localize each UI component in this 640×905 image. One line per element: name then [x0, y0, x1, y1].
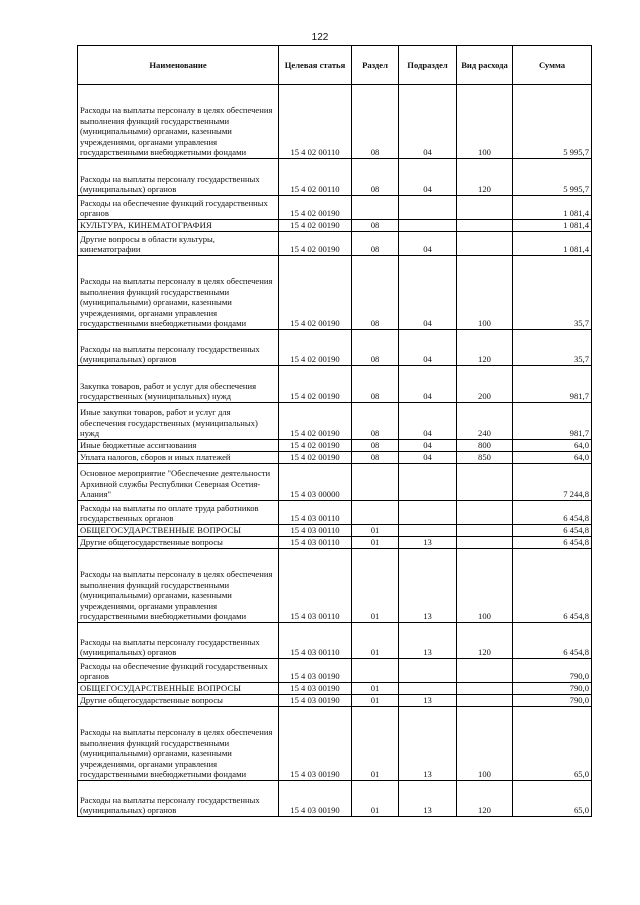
cell-target-article: 15 4 02 00190 [279, 330, 352, 366]
cell-sum: 790,0 [513, 659, 592, 683]
cell-target-article: 15 4 03 00110 [279, 501, 352, 525]
cell-target-article: 15 4 02 00190 [279, 452, 352, 464]
cell-sum: 6 454,8 [513, 525, 592, 537]
cell-expense-type [457, 695, 513, 707]
cell-sum: 6 454,8 [513, 537, 592, 549]
cell-expense-type: 100 [457, 549, 513, 623]
cell-sum: 6 454,8 [513, 623, 592, 659]
cell-target-article: 15 4 02 00190 [279, 220, 352, 232]
table-row [78, 85, 592, 159]
cell-subsection: 04 [399, 159, 457, 196]
cell-name: Расходы на обеспечение функций государственных органов [78, 659, 279, 683]
cell-sum: 64,0 [513, 452, 592, 464]
cell-expense-type [457, 464, 513, 501]
table-row [78, 781, 592, 817]
cell-name: Расходы на выплаты персоналу государственных (муниципальных) органов [78, 330, 279, 366]
cell-expense-type: 200 [457, 366, 513, 403]
cell-target-article: 15 4 03 00190 [279, 659, 352, 683]
cell-target-article: 15 4 02 00190 [279, 232, 352, 256]
cell-section: 08 [352, 85, 399, 159]
cell-name: Расходы на выплаты персоналу в целях обеспечения выполнения функций государственными (муниципальными) органами, казенными учреждениями, органами управления государственными внебюджетными фондами [78, 549, 279, 623]
cell-section: 08 [352, 403, 399, 440]
cell-section [352, 501, 399, 525]
cell-subsection: 04 [399, 85, 457, 159]
cell-section: 08 [352, 159, 399, 196]
cell-subsection [399, 220, 457, 232]
cell-sum: 5 995,7 [513, 159, 592, 196]
cell-subsection: 04 [399, 232, 457, 256]
cell-section: 01 [352, 525, 399, 537]
header-expense-type: Вид расхода [457, 46, 513, 85]
table-row [78, 403, 592, 440]
cell-sum: 981,7 [513, 403, 592, 440]
cell-target-article: 15 4 03 00000 [279, 464, 352, 501]
cell-sum: 6 454,8 [513, 549, 592, 623]
cell-section: 08 [352, 366, 399, 403]
cell-expense-type [457, 683, 513, 695]
cell-section: 08 [352, 256, 399, 330]
header-target-article: Целевая статья [279, 46, 352, 85]
table-row [78, 659, 592, 683]
page-number: 122 [311, 32, 329, 43]
cell-name: Расходы на обеспечение функций государственных органов [78, 196, 279, 220]
cell-name: Расходы на выплаты персоналу в целях обеспечения выполнения функций государственными (муниципальными) органами, казенными учреждениями, органами управления государственными внебюджетными фондами [78, 256, 279, 330]
cell-subsection: 13 [399, 549, 457, 623]
cell-subsection: 04 [399, 330, 457, 366]
table-row [78, 464, 592, 501]
table-row [78, 196, 592, 220]
cell-sum: 5 995,7 [513, 85, 592, 159]
cell-sum: 790,0 [513, 695, 592, 707]
cell-name: Иные бюджетные ассигнования [78, 440, 279, 452]
cell-expense-type: 120 [457, 623, 513, 659]
cell-expense-type: 800 [457, 440, 513, 452]
table-row [78, 537, 592, 549]
header-row [78, 46, 592, 85]
header-name: Наименование [78, 46, 279, 85]
cell-subsection: 13 [399, 695, 457, 707]
cell-section: 01 [352, 695, 399, 707]
cell-sum: 981,7 [513, 366, 592, 403]
cell-section [352, 196, 399, 220]
cell-section: 01 [352, 623, 399, 659]
cell-name: Основное мероприятие "Обеспечение деятельности Архивной службы Республики Северная Осетия-Алания" [78, 464, 279, 501]
cell-target-article: 15 4 02 00190 [279, 440, 352, 452]
cell-expense-type [457, 501, 513, 525]
cell-section: 08 [352, 452, 399, 464]
header-sum: Сумма [513, 46, 592, 85]
cell-name: Расходы на выплаты персоналу государственных (муниципальных) органов [78, 781, 279, 817]
cell-expense-type [457, 525, 513, 537]
cell-target-article: 15 4 02 00190 [279, 366, 352, 403]
cell-name: Уплата налогов, сборов и иных платежей [78, 452, 279, 464]
cell-name: Расходы на выплаты персоналу государственных (муниципальных) органов [78, 623, 279, 659]
cell-expense-type [457, 196, 513, 220]
table-row [78, 366, 592, 403]
cell-expense-type [457, 537, 513, 549]
cell-target-article: 15 4 03 00190 [279, 707, 352, 781]
table-row [78, 330, 592, 366]
cell-sum: 7 244,8 [513, 464, 592, 501]
cell-name: Расходы на выплаты по оплате труда работников государственных органов [78, 501, 279, 525]
cell-subsection: 13 [399, 781, 457, 817]
cell-subsection [399, 525, 457, 537]
table-row [78, 683, 592, 695]
cell-name: Другие общегосударственные вопросы [78, 537, 279, 549]
cell-name: КУЛЬТУРА, КИНЕМАТОГРАФИЯ [78, 220, 279, 232]
cell-name: Другие общегосударственные вопросы [78, 695, 279, 707]
cell-subsection [399, 196, 457, 220]
table-row [78, 220, 592, 232]
table-row [78, 232, 592, 256]
cell-expense-type [457, 220, 513, 232]
cell-name: Расходы на выплаты персоналу государственных (муниципальных) органов [78, 159, 279, 196]
cell-subsection [399, 659, 457, 683]
cell-section: 08 [352, 440, 399, 452]
table-row [78, 623, 592, 659]
cell-sum: 65,0 [513, 707, 592, 781]
cell-target-article: 15 4 02 00190 [279, 256, 352, 330]
cell-sum: 35,7 [513, 256, 592, 330]
budget-table [77, 45, 592, 817]
cell-subsection: 04 [399, 403, 457, 440]
header-subsection: Подраздел [399, 46, 457, 85]
cell-name: ОБЩЕГОСУДАРСТВЕННЫЕ ВОПРОСЫ [78, 683, 279, 695]
cell-expense-type: 100 [457, 256, 513, 330]
cell-expense-type: 240 [457, 403, 513, 440]
cell-section: 01 [352, 707, 399, 781]
cell-expense-type [457, 232, 513, 256]
cell-name: Закупка товаров, работ и услуг для обеспечения государственных (муниципальных) нужд [78, 366, 279, 403]
cell-sum: 790,0 [513, 683, 592, 695]
cell-subsection: 04 [399, 366, 457, 403]
cell-target-article: 15 4 03 00110 [279, 525, 352, 537]
table-row [78, 525, 592, 537]
cell-target-article: 15 4 03 00190 [279, 683, 352, 695]
cell-sum: 1 081,4 [513, 196, 592, 220]
cell-expense-type: 120 [457, 330, 513, 366]
table-row [78, 452, 592, 464]
table-row [78, 256, 592, 330]
cell-name: Другие вопросы в области культуры, кинематографии [78, 232, 279, 256]
cell-expense-type: 100 [457, 707, 513, 781]
cell-expense-type: 100 [457, 85, 513, 159]
cell-expense-type: 850 [457, 452, 513, 464]
cell-target-article: 15 4 03 00110 [279, 623, 352, 659]
cell-sum: 65,0 [513, 781, 592, 817]
cell-name: Расходы на выплаты персоналу в целях обеспечения выполнения функций государственными (муниципальными) органами, казенными учреждениями, органами управления государственными внебюджетными фондами [78, 707, 279, 781]
table-row [78, 695, 592, 707]
cell-target-article: 15 4 02 00110 [279, 85, 352, 159]
cell-subsection [399, 501, 457, 525]
cell-target-article: 15 4 02 00190 [279, 196, 352, 220]
cell-target-article: 15 4 03 00110 [279, 549, 352, 623]
cell-section [352, 659, 399, 683]
cell-section: 01 [352, 549, 399, 623]
cell-expense-type: 120 [457, 781, 513, 817]
cell-section: 01 [352, 683, 399, 695]
table-row [78, 549, 592, 623]
table-row [78, 159, 592, 196]
cell-section: 08 [352, 232, 399, 256]
cell-sum: 6 454,8 [513, 501, 592, 525]
table-row [78, 440, 592, 452]
cell-expense-type: 120 [457, 159, 513, 196]
cell-sum: 35,7 [513, 330, 592, 366]
cell-section: 08 [352, 330, 399, 366]
cell-sum: 1 081,4 [513, 232, 592, 256]
table-row [78, 501, 592, 525]
cell-section [352, 464, 399, 501]
cell-subsection [399, 683, 457, 695]
cell-subsection: 13 [399, 623, 457, 659]
table-row [78, 707, 592, 781]
cell-target-article: 15 4 02 00110 [279, 159, 352, 196]
cell-target-article: 15 4 03 00110 [279, 537, 352, 549]
cell-name: Расходы на выплаты персоналу в целях обеспечения выполнения функций государственными (муниципальными) органами, казенными учреждениями, органами управления государственными внебюджетными фондами [78, 85, 279, 159]
cell-sum: 64,0 [513, 440, 592, 452]
cell-target-article: 15 4 03 00190 [279, 781, 352, 817]
cell-name: ОБЩЕГОСУДАРСТВЕННЫЕ ВОПРОСЫ [78, 525, 279, 537]
cell-subsection: 04 [399, 440, 457, 452]
cell-subsection: 04 [399, 256, 457, 330]
cell-sum: 1 081,4 [513, 220, 592, 232]
cell-subsection: 13 [399, 707, 457, 781]
cell-section: 08 [352, 220, 399, 232]
cell-subsection: 04 [399, 452, 457, 464]
cell-target-article: 15 4 03 00190 [279, 695, 352, 707]
cell-name: Иные закупки товаров, работ и услуг для обеспечения государственных (муниципальных) нужд [78, 403, 279, 440]
cell-target-article: 15 4 02 00190 [279, 403, 352, 440]
cell-subsection: 13 [399, 537, 457, 549]
cell-subsection [399, 464, 457, 501]
cell-section: 01 [352, 537, 399, 549]
header-section: Раздел [352, 46, 399, 85]
cell-expense-type [457, 659, 513, 683]
cell-section: 01 [352, 781, 399, 817]
